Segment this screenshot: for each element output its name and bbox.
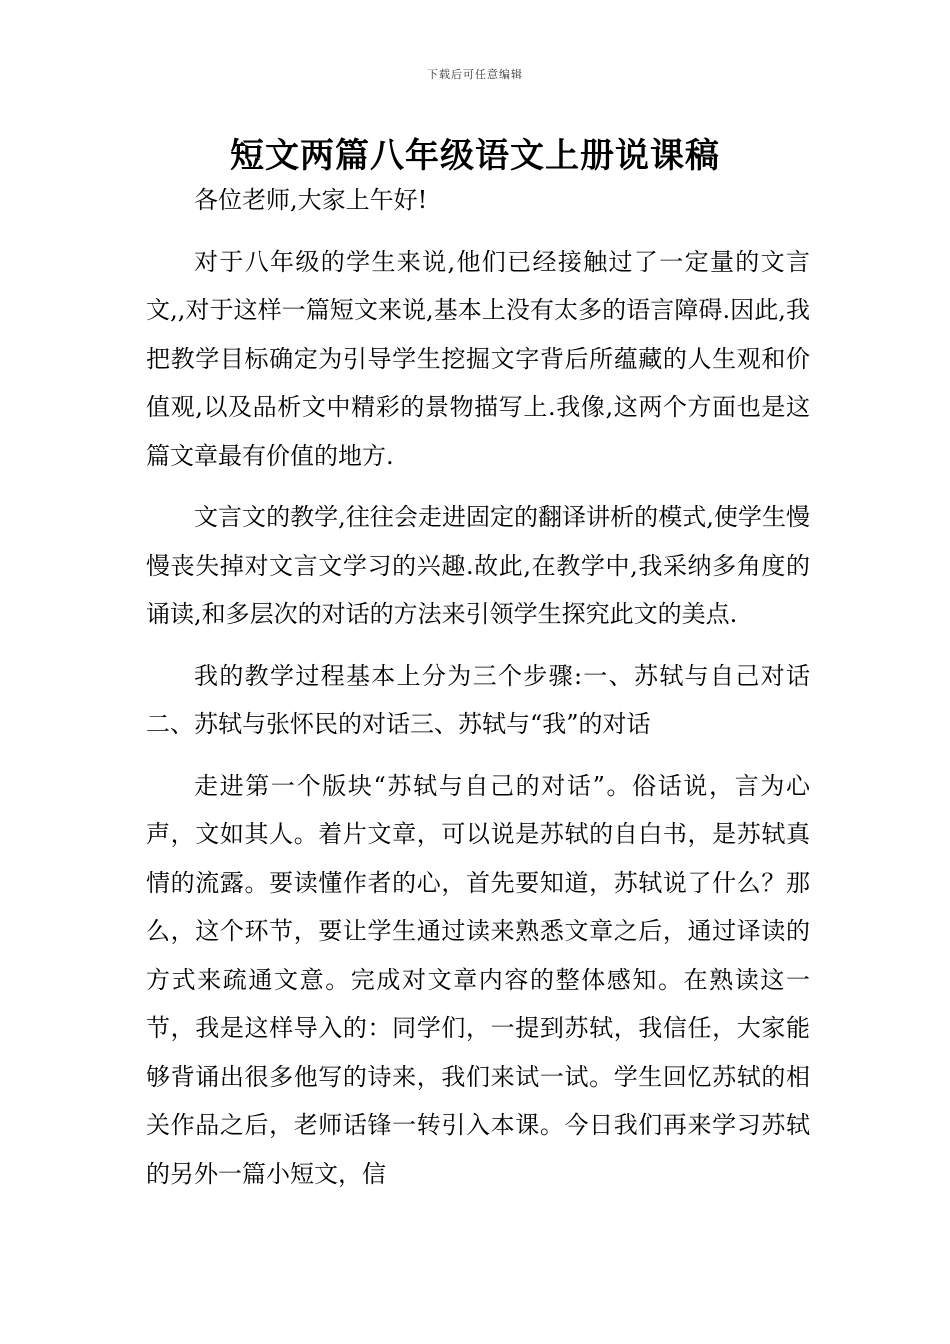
paragraph-intro: 对于八年级的学生来说,他们已经接触过了一定量的文言文,,对于这样一篇短文来说,基本上没有太多的语言障碍.因此,我把教学目标确定为引导学生挖掘文字背后所蕴藏的人生观和价值观,以及品析文中精彩的景物描写上.我像,这两个方面也是这篇文章最有价值的地方. (146, 247, 810, 470)
paragraph-steps: 我的教学过程基本上分为三个步骤:一、苏轼与自己对话二、苏轼与张怀民的对话三、苏轼与“我”的对话 (146, 661, 810, 738)
paragraph-method: 文言文的教学,往往会走进固定的翻译讲析的模式,使学生慢慢丧失掉对文言文学习的兴趣.故此,在教学中,我采纳多角度的诵读,和多层次的对话的方法来引领学生探究此文的美点. (146, 503, 810, 628)
paragraph-greeting: 各位老师,大家上午好! (194, 186, 428, 214)
header-note: 下载后可任意编辑 (427, 68, 523, 81)
document-body (146, 176, 810, 1198)
document-title: 短文两篇八年级语文上册说课稿 (230, 136, 720, 176)
paragraph-section-one: 走进第一个版块“苏轼与自己的对话”。俗话说，言为心声，文如其人。着片文章，可以说是苏轼的自白书，是苏轼真情的流露。要读懂作者的心，首先要知道，苏轼说了什么？那么，这个环节，要让学生通过读来熟悉文章之后，通过译读的方式来疏通文意。完成对文章内容的整体感知。在熟读这一节，我是这样导入的：同学们，一提到苏轼，我信任，大家能够背诵出很多他写的诗来，我们来试一试。学生回忆苏轼的相关作品之后，老师话锋一转引入本课。今日我们再来学习苏轼的另外一篇小短文，信 (146, 771, 810, 1188)
